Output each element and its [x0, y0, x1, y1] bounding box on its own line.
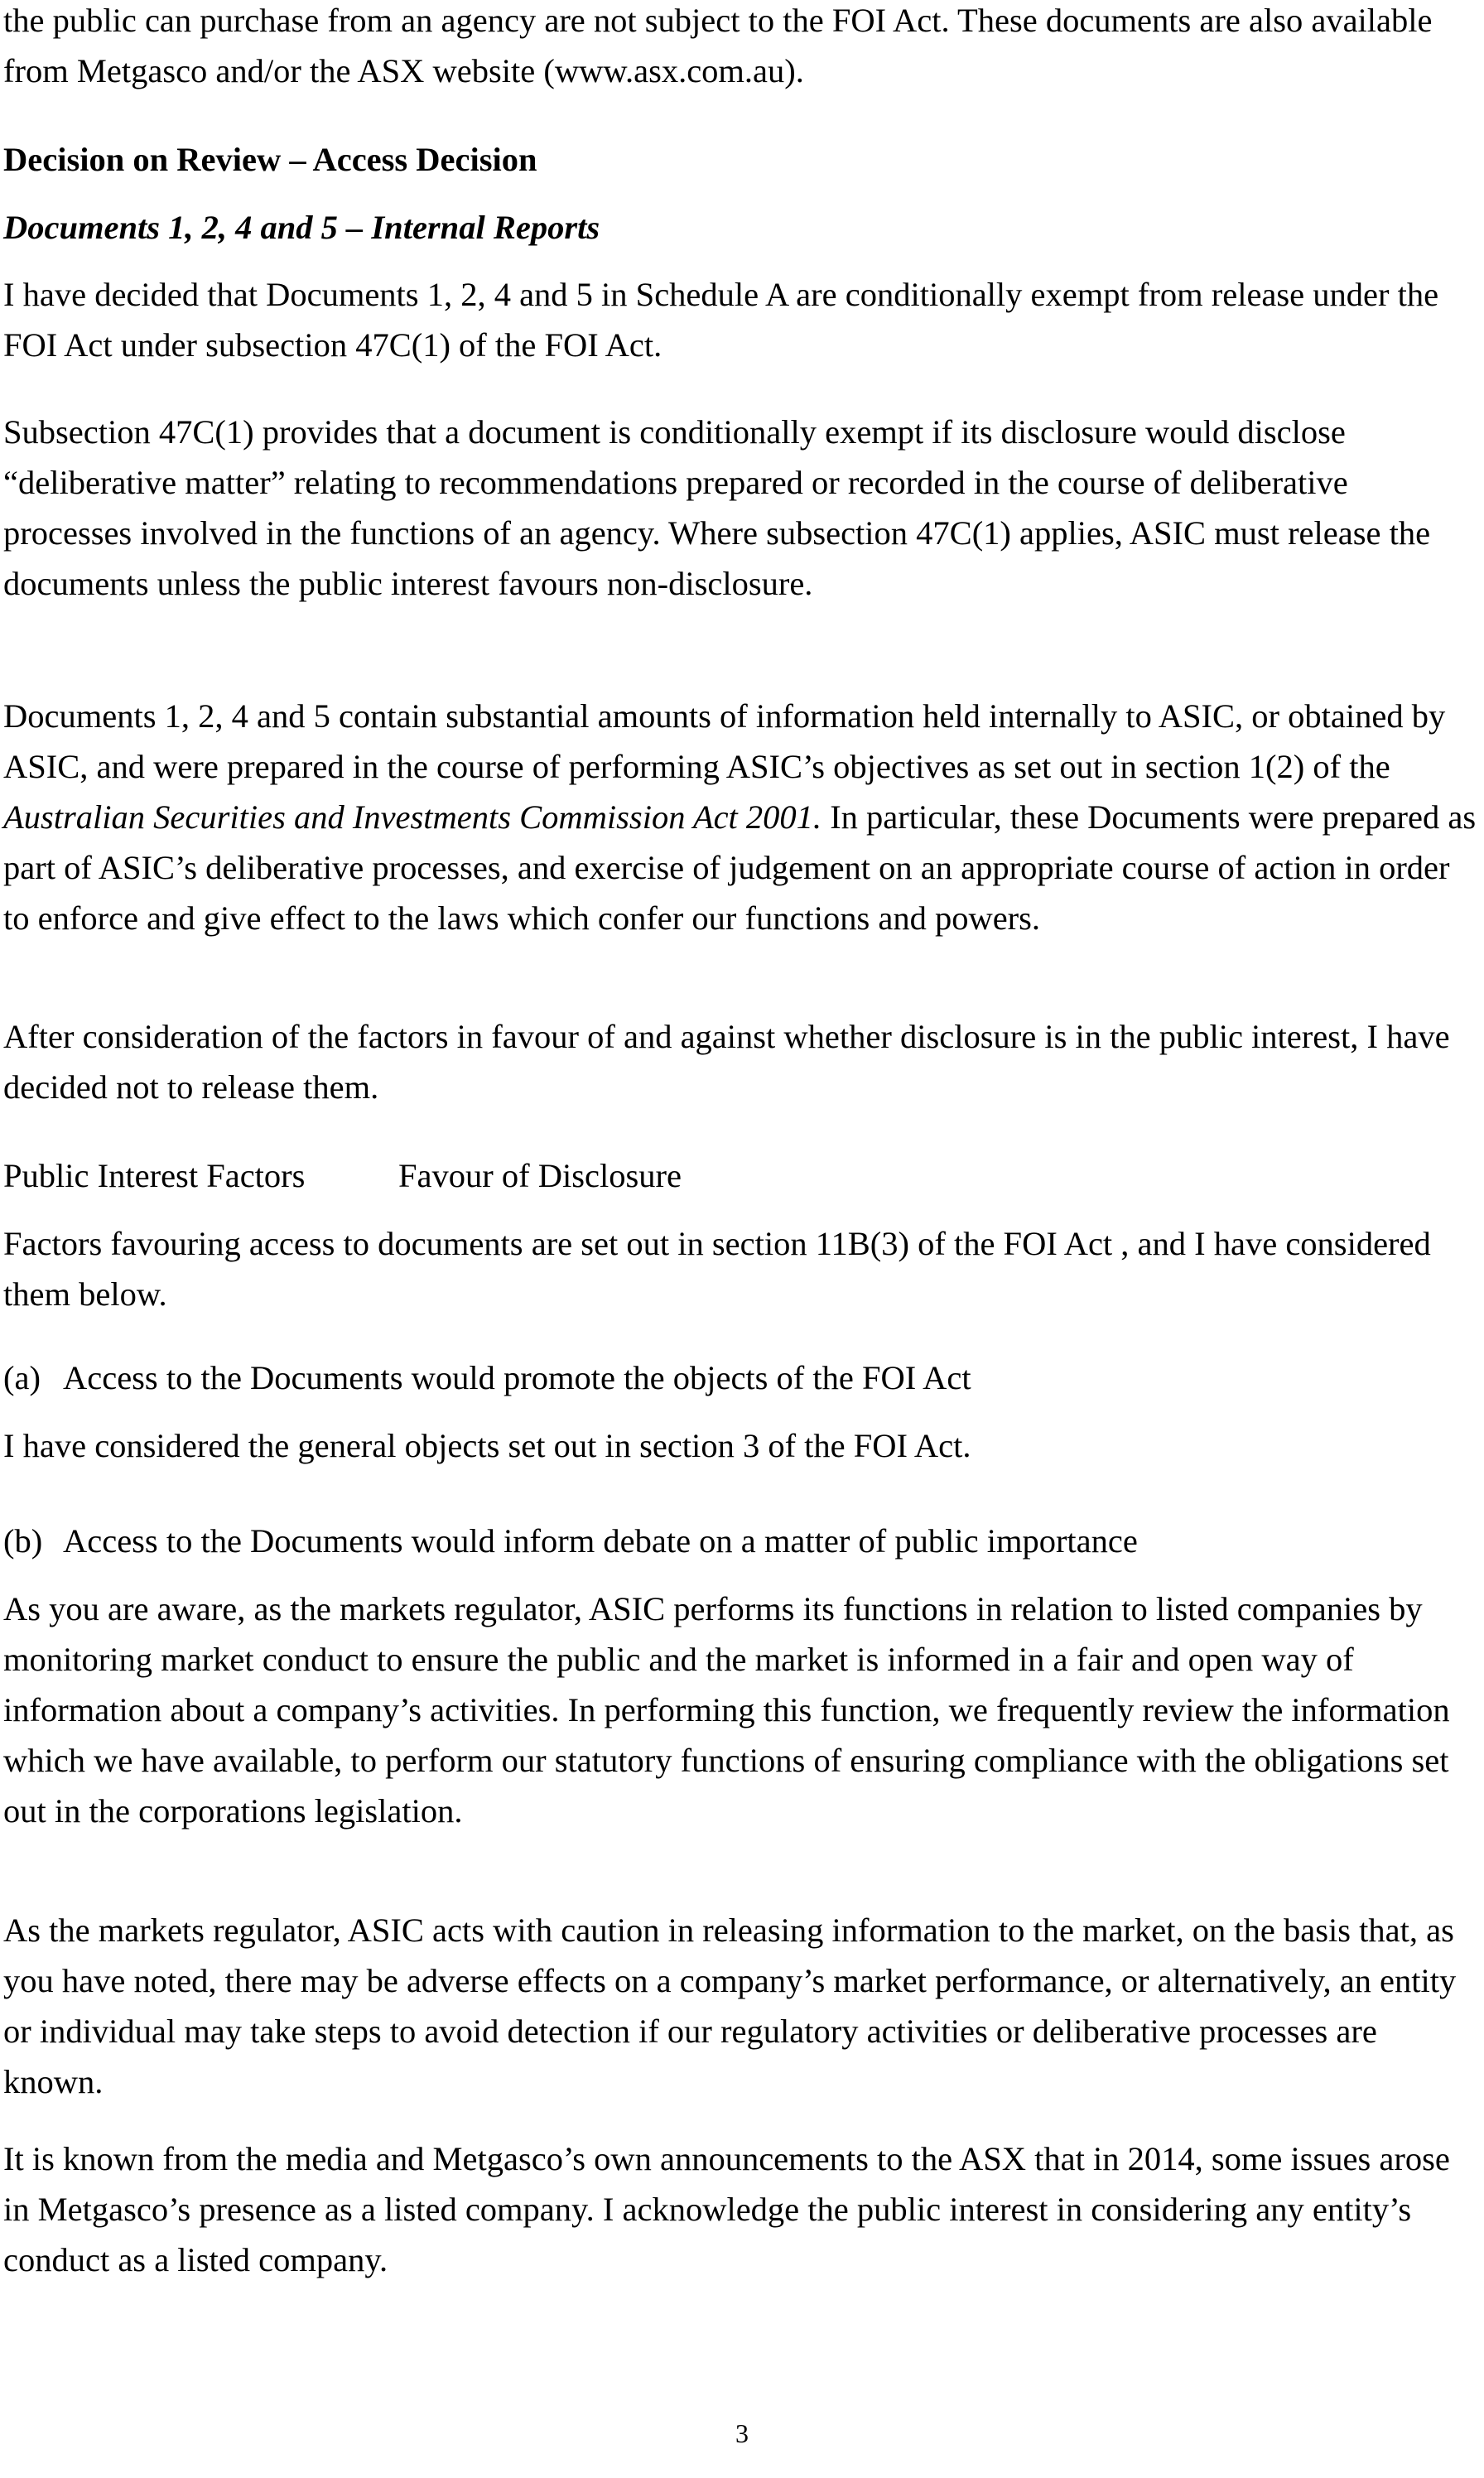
documents-subheading: Documents 1, 2, 4 and 5 – Internal Reports	[3, 209, 600, 246]
list-item-b-label: (b)	[3, 1522, 43, 1560]
subsection-paragraph: Subsection 47C(1) provides that a document is conditionally exempt if its disclosure would disclose “deliberative matter” relating to recommendations prepared or recorded in the course of deliberative processes involved in the functions of an agency. Where subsection 47C(1) applies, ASIC must release the documents unless the public interest favours non-disclosure.	[3, 413, 1431, 602]
decision-heading: Decision on Review – Access Decision	[3, 141, 537, 178]
list-item-b	[3, 1516, 1479, 1566]
documents-contain-text-part2: In particular, these Documents were prepared as part of ASIC’s deliberative processes, and exercise of judgement on an appropriate course of action in order to enforce and give effect to the laws which confer our functions and powers.	[3, 798, 1477, 937]
aware-paragraph: As you are aware, as the markets regulator, ASIC performs its functions in relation to listed companies by monitoring market conduct to ensure the public and the market is informed in a fair and open way of information about a company’s activities. In performing this function, we frequently review the information which we have available, to perform our statutory functions of ensuring compliance with the obligations set out in the corporations legislation.	[3, 1590, 1450, 1830]
documents-contain-text-part1: Documents 1, 2, 4 and 5 contain substantial amounts of information held internally to ASIC, or obtained by ASIC, and were prepared in the course of performing ASIC’s objectives as set out in section 1(2) of the	[3, 697, 1446, 785]
exempt-paragraph: I have decided that Documents 1, 2, 4 and 5 in Schedule A are conditionally exempt from release under the FOI Act under subsection 47C(1) of the FOI Act.	[3, 276, 1439, 364]
known-paragraph: It is known from the media and Metgasco’s own announcements to the ASX that in 2014, some issues arose in Metgasco’s presence as a listed company. I acknowledge the public interest in considering any entity’s conduct as a listed company.	[3, 2140, 1450, 2278]
factors-label: Public Interest Factors	[3, 1157, 306, 1194]
list-item-a-text: Access to the Documents would promote the objects of the FOI Act	[63, 1359, 971, 1396]
list-item-a	[3, 1352, 1479, 1403]
list-item-a-label: (a)	[3, 1359, 41, 1396]
caution-paragraph: As the markets regulator, ASIC acts with caution in releasing information to the market, on the basis that, as you have noted, there may be adverse effects on a company’s market performance, or alternatively, an entity or individual may take steps to avoid detection if our regulatory activities or deliberative processes are known.	[3, 1912, 1457, 2100]
factors-paragraph: Factors favouring access to documents are set out in section 11B(3) of the FOI Act , and I have considered them below.	[3, 1225, 1431, 1313]
page-number: 3	[735, 2418, 749, 2448]
intro-paragraph-end: the public can purchase from an agency are not subject to the FOI Act. These documents are also available from Metgasco and/or the ASX website (www.asx.com.au).	[3, 2, 1433, 89]
act-title: Australian Securities and Investments Commission Act 2001.	[3, 798, 822, 836]
factors-value: Favour of Disclosure	[398, 1157, 682, 1194]
documents-contain-paragraph	[3, 691, 1479, 943]
after-consideration-paragraph: After consideration of the factors in favour of and against whether disclosure is in the public interest, I have decided not to release them.	[3, 1018, 1450, 1106]
public-interest-factors-line	[3, 1150, 1479, 1201]
objects-paragraph: I have considered the general objects set out in section 3 of the FOI Act.	[3, 1427, 971, 1464]
list-item-b-text: Access to the Documents would inform debate on a matter of public importance	[63, 1522, 1138, 1560]
